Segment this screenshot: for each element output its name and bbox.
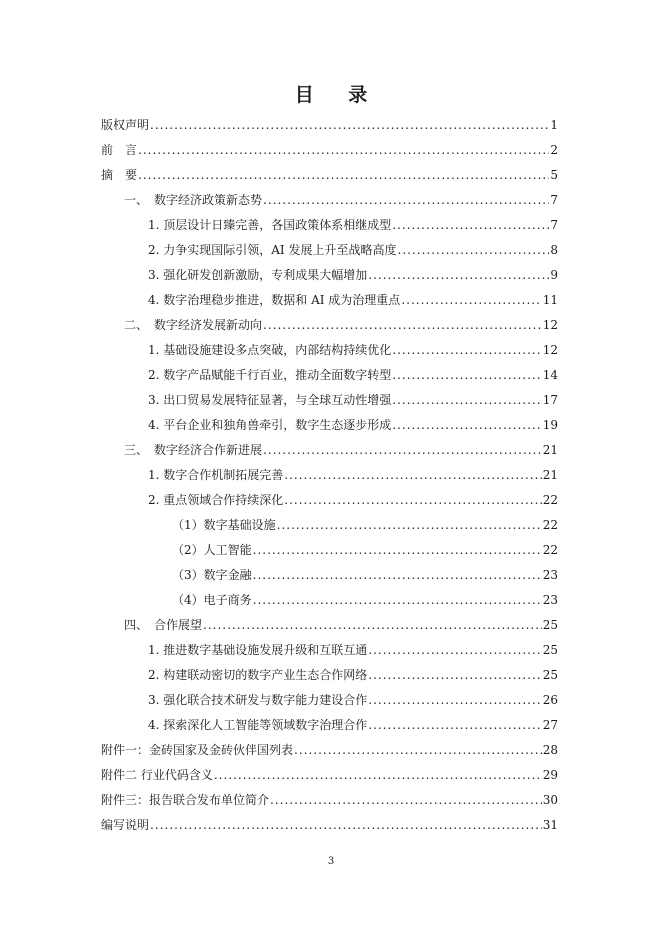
- toc-entry-page: 25: [542, 618, 558, 632]
- toc-entry-page: 8: [550, 243, 558, 257]
- toc-entry-label: 编写说明: [101, 818, 150, 832]
- toc-entry-page: 14: [542, 368, 558, 382]
- toc-dot-leader: [368, 267, 549, 283]
- toc-entry-page: 22: [542, 493, 558, 507]
- toc-dot-leader: [150, 817, 542, 833]
- toc-dot-leader: [368, 667, 541, 683]
- toc-dot-leader: [284, 492, 541, 508]
- toc-dot-leader: [138, 142, 549, 158]
- toc-entry-4-3[interactable]: [148, 692, 558, 708]
- toc-entry-1-1[interactable]: [148, 217, 558, 233]
- toc-entry-2-3[interactable]: [148, 392, 558, 408]
- toc-entry-3-1[interactable]: [148, 467, 558, 483]
- toc-entry-page: 29: [542, 768, 558, 782]
- toc-entry-label: 前 言: [101, 143, 138, 157]
- toc-entry-copyright[interactable]: [101, 117, 558, 133]
- toc-entry-page: 1: [550, 118, 558, 132]
- toc-entry-label: 2. 重点领域合作持续深化: [148, 493, 284, 507]
- toc-entry-label: （2）人工智能: [172, 543, 252, 557]
- toc-entry-page: 12: [542, 318, 558, 332]
- toc-entry-3-2-3[interactable]: [172, 567, 558, 583]
- toc-entry-1-3[interactable]: [148, 267, 558, 283]
- toc-dot-leader: [263, 192, 549, 208]
- toc-entry-editorial-notes[interactable]: [101, 817, 558, 833]
- toc-entry-label: 一、 数字经济政策新态势: [124, 193, 263, 207]
- toc-entry-label: 1. 数字合作机制拓展完善: [148, 468, 284, 482]
- toc-entry-appendix-1[interactable]: [101, 742, 558, 758]
- toc-dot-leader: [263, 317, 542, 333]
- toc-dot-leader: [138, 167, 549, 183]
- toc-entry-4-4[interactable]: [148, 717, 558, 733]
- toc-entry-page: 22: [542, 543, 558, 557]
- toc-dot-leader: [277, 517, 542, 533]
- toc-entry-page: 12: [542, 343, 558, 357]
- toc-title: 目 录: [294, 84, 382, 106]
- toc-entry-page: 25: [542, 668, 558, 682]
- toc-entry-label: 附件三：报告联合发布单位简介: [101, 793, 270, 807]
- toc-entry-page: 5: [550, 168, 558, 182]
- toc-entry-label: 2. 力争实现国际引领，AI 发展上升至战略高度: [148, 243, 397, 257]
- toc-entry-page: 25: [542, 643, 558, 657]
- toc-entry-abstract[interactable]: [101, 167, 558, 183]
- toc-entry-label: 附件一：金砖国家及金砖伙伴国列表: [101, 743, 294, 757]
- toc-entry-appendix-3[interactable]: [101, 792, 558, 808]
- toc-entry-section-4[interactable]: [124, 617, 558, 633]
- toc-dot-leader: [150, 117, 549, 133]
- toc-entry-page: 31: [542, 818, 558, 832]
- toc-entry-appendix-2[interactable]: [101, 767, 558, 783]
- toc-entry-4-1[interactable]: [148, 642, 558, 658]
- toc-dot-leader: [392, 217, 549, 233]
- toc-entry-2-4[interactable]: [148, 417, 558, 433]
- toc-entry-label: 3. 强化联合技术研发与数字能力建设合作: [148, 693, 368, 707]
- toc-dot-leader: [270, 792, 542, 808]
- toc-entry-label: （3）数字金融: [172, 568, 252, 582]
- toc-entry-3-2[interactable]: [148, 492, 558, 508]
- toc-entry-page: 7: [550, 218, 558, 232]
- toc-entry-page: 26: [542, 693, 558, 707]
- toc-dot-leader: [253, 567, 542, 583]
- toc-dot-leader: [392, 342, 541, 358]
- toc-entry-label: 附件二 行业代码含义: [101, 768, 213, 782]
- toc-dot-leader: [401, 292, 541, 308]
- toc-entry-4-2[interactable]: [148, 667, 558, 683]
- toc-entry-page: 23: [542, 593, 558, 607]
- toc-entry-label: 四、 合作展望: [124, 618, 203, 632]
- toc-dot-leader: [214, 767, 542, 783]
- toc-entry-page: 19: [542, 418, 558, 432]
- toc-entry-page: 21: [542, 443, 558, 457]
- toc-dot-leader: [253, 542, 542, 558]
- toc-entry-label: 4. 数字治理稳步推进，数据和 AI 成为治理重点: [148, 293, 401, 307]
- toc-entry-2-1[interactable]: [148, 342, 558, 358]
- toc-entry-page: 23: [542, 568, 558, 582]
- toc-dot-leader: [263, 442, 542, 458]
- toc-dot-leader: [284, 467, 541, 483]
- toc-entry-section-1[interactable]: [124, 192, 558, 208]
- toc-dot-leader: [294, 742, 542, 758]
- toc-entry-label: 版权声明: [101, 118, 150, 132]
- toc-entry-label: 3. 强化研发创新激励，专利成果大幅增加: [148, 268, 368, 282]
- toc-dot-leader: [392, 392, 541, 408]
- toc-entry-label: 1. 推进数字基础设施发展升级和互联互通: [148, 643, 368, 657]
- toc-entry-page: 28: [542, 743, 558, 757]
- toc-entry-section-2[interactable]: [124, 317, 558, 333]
- toc-entry-1-4[interactable]: [148, 292, 558, 308]
- toc-entry-page: 7: [550, 193, 558, 207]
- toc-entry-label: 4. 探索深化人工智能等领域数字治理合作: [148, 718, 368, 732]
- toc-entry-3-2-1[interactable]: [172, 517, 558, 533]
- toc-entry-label: 二、 数字经济发展新动向: [124, 318, 263, 332]
- toc-entry-label: （1）数字基础设施: [172, 518, 276, 532]
- toc-entry-1-2[interactable]: [148, 242, 558, 258]
- toc-entry-label: 4. 平台企业和独角兽牵引，数字生态逐步形成: [148, 418, 392, 432]
- toc-entry-page: 17: [542, 393, 558, 407]
- toc-entry-page: 21: [542, 468, 558, 482]
- toc-entry-page: 22: [542, 518, 558, 532]
- toc-entry-preface[interactable]: [101, 142, 558, 158]
- toc-entry-page: 11: [542, 293, 558, 307]
- toc-dot-leader: [392, 417, 541, 433]
- toc-entry-page: 9: [550, 268, 558, 282]
- toc-dot-leader: [253, 592, 542, 608]
- toc-entry-3-2-4[interactable]: [172, 592, 558, 608]
- toc-dot-leader: [203, 617, 542, 633]
- toc-entry-label: 摘 要: [101, 168, 138, 182]
- toc-entry-section-3[interactable]: [124, 442, 558, 458]
- page-number: 3: [327, 856, 335, 867]
- toc-entry-3-2-2[interactable]: [172, 542, 558, 558]
- toc-entry-label: （4）电子商务: [172, 593, 252, 607]
- toc-dot-leader: [392, 367, 541, 383]
- toc-entry-label: 1. 基础设施建设多点突破，内部结构持续优化: [148, 343, 392, 357]
- toc-entry-label: 1. 顶层设计日臻完善，各国政策体系相继成型: [148, 218, 392, 232]
- toc-entry-2-2[interactable]: [148, 367, 558, 383]
- toc-dot-leader: [368, 692, 541, 708]
- toc-entry-label: 三、 数字经济合作新进展: [124, 443, 263, 457]
- toc-entry-label: 2. 数字产品赋能千行百业，推动全面数字转型: [148, 368, 392, 382]
- toc-dot-leader: [368, 717, 541, 733]
- toc-entry-label: 2. 构建联动密切的数字产业生态合作网络: [148, 668, 368, 682]
- toc-entry-page: 2: [550, 143, 558, 157]
- toc-entry-label: 3. 出口贸易发展特征显著，与全球互动性增强: [148, 393, 392, 407]
- toc-dot-leader: [368, 642, 541, 658]
- toc-dot-leader: [398, 242, 550, 258]
- toc-entry-page: 27: [542, 718, 558, 732]
- toc-entry-page: 30: [542, 793, 558, 807]
